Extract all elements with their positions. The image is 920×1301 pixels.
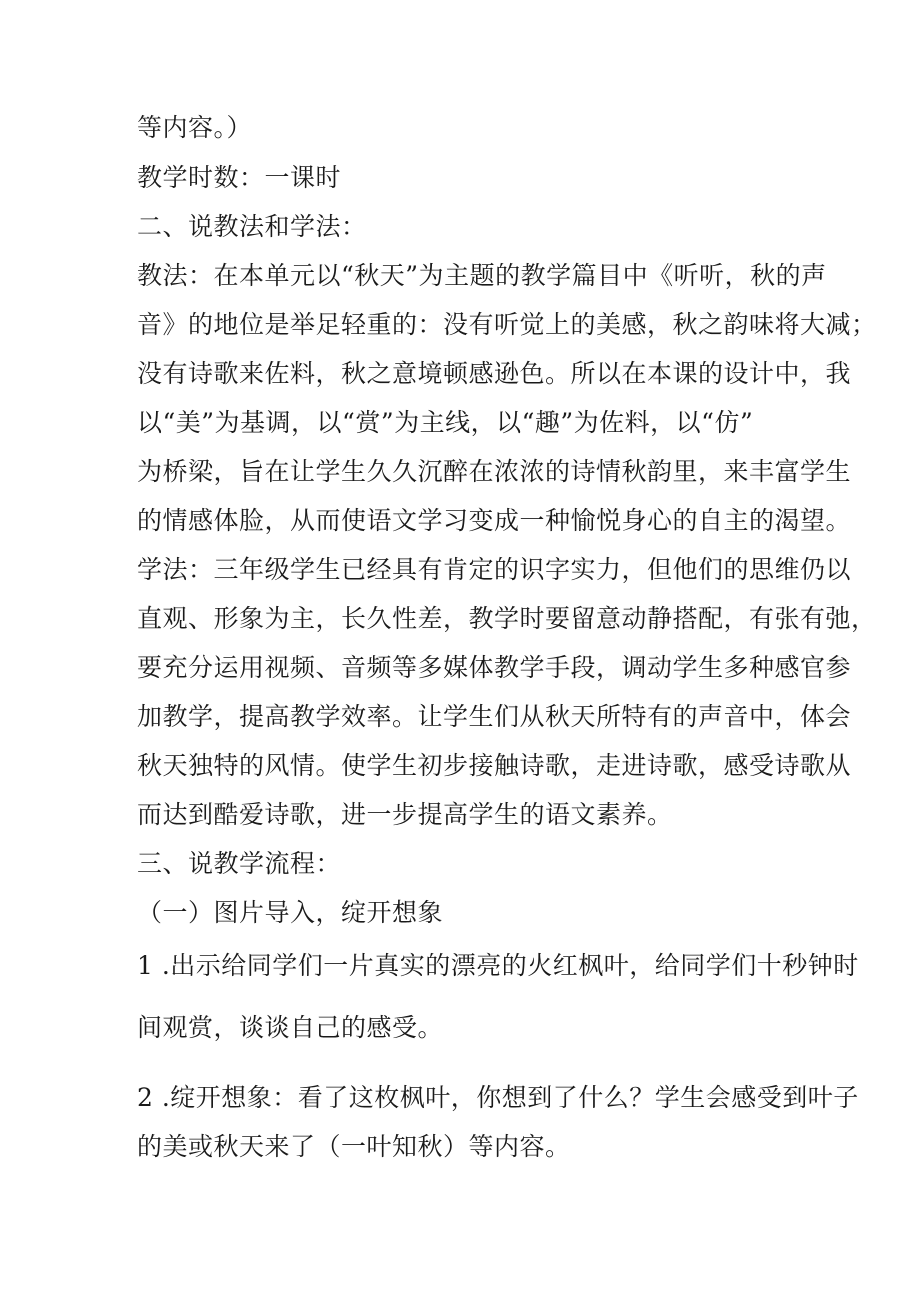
- text-line: 秋天独特的风情。使学生初步接触诗歌，走进诗歌，感受诗歌从: [137, 751, 852, 780]
- teaching-hours-line: 教学时数：一课时: [137, 163, 342, 192]
- text-line: 直观、形象为主，长久性差，教学时要留意动静搭配，有张有弛，: [137, 604, 877, 633]
- subsection-heading: （一）图片导入，绽开想象: [137, 898, 444, 927]
- text-line: 学法：三年级学生已经具有肯定的识字实力，但他们的思维仍以: [137, 555, 852, 584]
- list-item: 1 .出示给同学们一片真实的漂亮的火红枫叶，给同学们十秒钟时: [137, 951, 859, 980]
- text-line: 以“美”为基调，以“赏”为主线，以“趣”为佐料，以“仿”: [137, 408, 754, 437]
- text-line: 等内容。）: [137, 113, 253, 142]
- text-line: 教法：在本单元以“秋天”为主题的教学篇目中《听听，秋的声: [137, 261, 827, 290]
- text-line: 的情感体脸，从而使语文学习变成一种愉悦身心的自主的渴望。: [137, 506, 852, 535]
- section-heading: 三、说教学流程：: [137, 849, 342, 878]
- text-line: 没有诗歌来佐料，秋之意境顿感逊色。所以在本课的设计中，我: [137, 359, 852, 388]
- list-item: 2 .绽开想象：看了这枚枫叶，你想到了什么？学生会感受到叶子: [137, 1083, 859, 1112]
- text-line: 音》的地位是举足轻重的：没有听觉上的美感，秋之韵味将大减；: [137, 310, 877, 339]
- text-line: 而达到酷爱诗歌，进一步提高学生的语文素养。: [137, 800, 673, 829]
- list-item-continuation: 的美或秋天来了（一叶知秋）等内容。: [137, 1132, 571, 1161]
- text-line: 要充分运用视频、音频等多媒体教学手段，调动学生多种感官参: [137, 653, 852, 682]
- text-line: 为桥梁，旨在让学生久久沉醉在浓浓的诗情秋韵里，来丰富学生: [137, 457, 852, 486]
- list-item-continuation: 间观赏，谈谈自己的感受。: [137, 1013, 444, 1042]
- section-heading: 二、说教法和学法：: [137, 212, 367, 241]
- text-line: 加教学，提高教学效率。让学生们从秋天所特有的声音中，体会: [137, 702, 852, 731]
